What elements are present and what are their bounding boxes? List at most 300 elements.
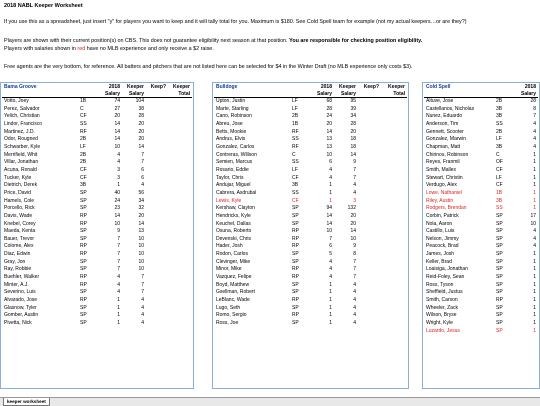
keep-input-cell[interactable] <box>146 205 168 213</box>
player-row <box>424 312 538 320</box>
player-name: Martinez, J.D. <box>4 128 35 135</box>
player-position: 2B <box>496 98 503 104</box>
sheet-tab-keeper-worksheet[interactable]: keeper worksheet <box>3 398 50 406</box>
keep-input-cell[interactable] <box>146 282 168 290</box>
player-keeper-salary: 4 <box>353 182 356 189</box>
player-name: Cabrera, Asdrubal <box>216 189 257 196</box>
player-position: LF <box>292 105 298 112</box>
player-salary: 1 <box>533 174 536 181</box>
player-name: Altuve, Jose <box>426 98 454 104</box>
player-salary: 1 <box>533 297 536 304</box>
player-salary: 1 <box>533 266 536 273</box>
player-name: Pivetta, Nick <box>4 320 32 327</box>
player-position: SS <box>496 205 503 212</box>
keep-input-cell[interactable] <box>358 221 381 229</box>
keep-total-cell <box>168 182 192 190</box>
keep-total-cell <box>168 113 192 121</box>
player-row <box>214 312 407 320</box>
player-salary: 1 <box>329 312 332 319</box>
player-keeper-salary: 95 <box>350 98 356 104</box>
keep-input-cell[interactable] <box>146 113 168 121</box>
player-row <box>2 266 192 274</box>
player-row <box>214 190 407 198</box>
player-keeper-salary: 20 <box>138 120 144 127</box>
player-position: SP <box>496 327 503 334</box>
header-keeper: Keeper <box>339 84 356 90</box>
keep-total-cell <box>168 266 192 274</box>
keep-input-cell[interactable] <box>146 297 168 305</box>
player-row <box>214 251 407 259</box>
player-row <box>214 243 407 251</box>
player-name: Osuna, Roberto <box>216 228 252 235</box>
player-name: Castillo, Luis <box>426 228 455 235</box>
player-row <box>214 129 407 137</box>
player-row <box>424 305 538 313</box>
keep-input-cell[interactable] <box>358 251 381 259</box>
keep-total-cell <box>381 182 407 190</box>
keep-input-cell[interactable] <box>146 121 168 129</box>
player-keeper-salary: 10 <box>138 243 144 250</box>
player-name: Contreras, Willson <box>216 151 257 158</box>
player-position: 2B <box>292 113 299 120</box>
player-row <box>2 213 192 221</box>
player-name: Hader, Josh <box>216 243 243 250</box>
keep-input-cell[interactable] <box>358 198 381 206</box>
player-name: James, Josh <box>426 251 455 258</box>
player-salary: 3 <box>117 174 120 181</box>
keep-total-cell <box>381 213 407 221</box>
player-keeper-salary: 20 <box>138 212 144 219</box>
player-row <box>424 98 538 106</box>
keep-input-cell[interactable] <box>358 297 381 305</box>
player-salary: 1 <box>329 182 332 189</box>
player-salary: 1 <box>329 281 332 288</box>
player-keeper-salary: 34 <box>138 197 144 204</box>
keep-input-cell[interactable] <box>146 259 168 267</box>
player-name: Glasnow, Tyler <box>4 304 37 311</box>
player-position: SP <box>80 197 87 204</box>
player-salary: 17 <box>530 212 536 219</box>
player-keeper-salary: 3 <box>353 197 356 204</box>
player-keeper-salary: 20 <box>350 212 356 219</box>
keep-input-cell[interactable] <box>358 312 381 320</box>
header-blank <box>290 91 312 98</box>
player-name: Clevinger, Mike <box>216 258 251 265</box>
player-name: Vazquez, Felipe <box>216 274 252 281</box>
player-salary: 5 <box>329 251 332 258</box>
player-position: 2B <box>496 128 503 135</box>
player-position: CF <box>292 174 299 181</box>
keep-input-cell[interactable] <box>358 320 381 328</box>
keep-total-cell <box>168 297 192 305</box>
player-name: Votto, Joey <box>4 98 29 104</box>
player-row <box>2 274 192 282</box>
player-row <box>2 159 192 167</box>
player-name: LeBlanc, Wade <box>216 297 250 304</box>
player-name: Schwarber, Kyle <box>4 143 41 150</box>
header-total: Total <box>381 91 407 98</box>
team-table-bama-groove <box>2 84 192 328</box>
player-name: Tucker, Kyle <box>4 174 32 181</box>
player-position: C <box>80 105 84 112</box>
keep-total-cell <box>381 98 407 106</box>
keep-input-cell[interactable] <box>358 289 381 297</box>
player-row <box>424 221 538 229</box>
keep-input-cell[interactable] <box>358 243 381 251</box>
player-salary: 14 <box>114 136 120 143</box>
player-salary: 1 <box>533 251 536 258</box>
player-name: Upton, Justin <box>216 98 246 104</box>
player-name: Boyd, Matthew <box>216 281 250 288</box>
keep-input-cell[interactable] <box>358 305 381 313</box>
player-row <box>2 182 192 190</box>
player-row <box>424 113 538 121</box>
player-row <box>424 228 538 236</box>
player-position: RP <box>80 220 87 227</box>
keep-total-cell <box>168 190 192 198</box>
player-salary: 1 <box>533 289 536 296</box>
player-row <box>424 159 538 167</box>
player-position: SP <box>496 220 503 227</box>
keep-input-cell[interactable] <box>358 98 381 106</box>
player-position: RP <box>80 297 87 304</box>
keep-total-cell <box>168 152 192 160</box>
player-row <box>424 144 538 152</box>
keep-total-cell <box>168 98 192 106</box>
player-position: CF <box>80 166 87 173</box>
player-position: RP <box>80 212 87 219</box>
player-keeper-salary: 4 <box>141 297 144 304</box>
player-row <box>424 236 538 244</box>
player-salary: 28 <box>530 98 536 104</box>
player-row <box>424 328 538 336</box>
player-salary: 7 <box>117 258 120 265</box>
keep-total-cell <box>168 312 192 320</box>
keep-input-cell[interactable] <box>358 190 381 198</box>
player-name: Reid-Foley, Sean <box>426 274 465 281</box>
player-row <box>2 136 192 144</box>
player-name: Yelich, Christian <box>4 113 40 120</box>
player-salary: 1 <box>117 297 120 304</box>
player-name: Lugo, Seth <box>216 304 241 311</box>
player-name: Cano, Robinson <box>216 113 252 120</box>
player-row <box>2 320 192 328</box>
keep-input-cell[interactable] <box>146 320 168 328</box>
keep-input-cell[interactable] <box>146 159 168 167</box>
player-name: Rosario, Eddie <box>216 166 249 173</box>
player-keeper-salary: 14 <box>138 220 144 227</box>
keep-total-cell <box>381 144 407 152</box>
player-position: RP <box>292 228 299 235</box>
player-row <box>2 243 192 251</box>
player-salary: 13 <box>326 136 332 143</box>
player-salary: 1 <box>329 197 332 204</box>
player-row <box>2 312 192 320</box>
keep-total-cell <box>168 205 192 213</box>
player-name: Acuna, Ronald <box>4 166 37 173</box>
player-name: Nola, Aaron <box>426 220 453 227</box>
player-salary: 14 <box>326 212 332 219</box>
player-salary: 1 <box>533 274 536 281</box>
keep-total-cell <box>381 289 407 297</box>
player-position: SP <box>496 243 503 250</box>
player-keeper-salary: 4 <box>353 312 356 319</box>
keep-input-cell[interactable] <box>146 98 168 106</box>
keep-input-cell[interactable] <box>358 144 381 152</box>
keep-input-cell[interactable] <box>358 129 381 137</box>
player-salary: 8 <box>533 105 536 112</box>
player-position: SP <box>80 205 87 212</box>
player-salary: 10 <box>114 220 120 227</box>
player-position: LF <box>496 136 502 143</box>
player-position: SP <box>292 258 299 265</box>
player-salary: 1 <box>329 304 332 311</box>
player-name: Colome, Alex <box>4 243 34 250</box>
keep-input-cell[interactable] <box>146 213 168 221</box>
player-position: SP <box>292 251 299 258</box>
player-row <box>2 106 192 114</box>
player-name: Knebel, Corey <box>4 220 36 227</box>
keep-input-cell[interactable] <box>358 282 381 290</box>
player-row <box>2 152 192 160</box>
player-name: Price, David <box>4 189 31 196</box>
player-salary: 4 <box>329 166 332 173</box>
keep-input-cell[interactable] <box>358 274 381 282</box>
player-row <box>2 282 192 290</box>
player-row <box>2 305 192 313</box>
player-salary: 4 <box>533 243 536 250</box>
keep-input-cell[interactable] <box>146 198 168 206</box>
keep-total-cell <box>168 236 192 244</box>
player-row <box>424 251 538 259</box>
player-name: Severino, Luis <box>4 289 36 296</box>
player-row <box>2 129 192 137</box>
team-name: Cold Spell <box>426 84 451 90</box>
player-position: 3B <box>496 143 503 150</box>
player-position: SP <box>80 189 87 196</box>
player-salary: 1 <box>117 312 120 319</box>
keep-input-cell[interactable] <box>358 182 381 190</box>
keep-input-cell[interactable] <box>358 152 381 160</box>
player-row <box>2 144 192 152</box>
player-keeper-salary: 56 <box>138 189 144 196</box>
keep-input-cell[interactable] <box>146 182 168 190</box>
intro-line-4: Free agents are the very bottom, for reference. All batters and pitchers that are not listed here can be selected for $4 in the Winter Draft (no MLB experience only costs $3). <box>4 64 413 70</box>
player-keeper-salary: 38 <box>138 105 144 112</box>
player-keeper-salary: 4 <box>353 289 356 296</box>
keep-input-cell[interactable] <box>146 236 168 244</box>
player-keeper-salary: 34 <box>350 113 356 120</box>
player-name: Gray, Jon <box>4 258 26 265</box>
keep-input-cell[interactable] <box>146 305 168 313</box>
header-row-2 <box>2 91 192 98</box>
player-position: 1B <box>292 120 299 127</box>
keep-input-cell[interactable] <box>358 106 381 114</box>
player-name: Buehler, Walker <box>4 274 40 281</box>
player-salary: 40 <box>114 189 120 196</box>
keep-input-cell[interactable] <box>146 312 168 320</box>
player-salary: 1 <box>533 327 536 334</box>
player-name: Villar, Jonathan <box>4 159 39 166</box>
player-position: CF <box>496 166 503 173</box>
player-position: SP <box>80 258 87 265</box>
keep-input-cell[interactable] <box>146 190 168 198</box>
player-position: LF <box>496 174 502 181</box>
player-position: 3B <box>80 182 87 189</box>
keep-input-cell[interactable] <box>146 266 168 274</box>
keep-total-cell <box>381 175 407 183</box>
player-salary: 14 <box>114 120 120 127</box>
keep-total-cell <box>168 136 192 144</box>
keep-total-cell <box>381 259 407 267</box>
player-row <box>214 167 407 175</box>
keep-input-cell[interactable] <box>358 136 381 144</box>
player-row <box>214 205 407 213</box>
keep-input-cell[interactable] <box>358 236 381 244</box>
player-salary: 14 <box>326 128 332 135</box>
player-position: 2B <box>80 151 87 158</box>
keep-total-cell <box>381 297 407 305</box>
keep-input-cell[interactable] <box>146 144 168 152</box>
player-position: SS <box>80 120 87 127</box>
player-name: Ray, Robbie <box>4 266 32 273</box>
player-row <box>214 274 407 282</box>
player-keeper-salary: 7 <box>141 274 144 281</box>
player-keeper-salary: 7 <box>141 289 144 296</box>
keep-input-cell[interactable] <box>146 243 168 251</box>
player-salary: 7 <box>117 266 120 273</box>
player-position: RP <box>496 297 503 304</box>
keep-input-cell[interactable] <box>146 167 168 175</box>
player-salary: 4 <box>533 235 536 242</box>
header-year: 2018 <box>108 84 120 90</box>
header-total: Total <box>168 91 192 98</box>
player-keeper-salary: 7 <box>141 159 144 166</box>
keep-input-cell[interactable] <box>358 113 381 121</box>
keep-input-cell[interactable] <box>358 213 381 221</box>
keep-total-cell <box>168 259 192 267</box>
keep-input-cell[interactable] <box>358 228 381 236</box>
keep-total-cell <box>168 243 192 251</box>
player-position: SS <box>496 120 503 127</box>
player-keeper-salary: 7 <box>141 281 144 288</box>
player-position: LF <box>80 143 86 150</box>
header-salary: Salary <box>312 91 334 98</box>
player-position: CF <box>496 182 503 189</box>
player-row <box>214 228 407 236</box>
player-position: SP <box>496 289 503 296</box>
keep-input-cell[interactable] <box>146 136 168 144</box>
player-position: SP <box>496 312 503 319</box>
keep-input-cell[interactable] <box>358 167 381 175</box>
player-row <box>214 236 407 244</box>
team-table-cold-spell <box>424 84 538 335</box>
player-salary: 10 <box>530 220 536 227</box>
player-keeper-salary: 7 <box>353 166 356 173</box>
keep-input-cell[interactable] <box>146 106 168 114</box>
player-salary: 3 <box>117 166 120 173</box>
player-row <box>424 243 538 251</box>
player-salary: 1 <box>329 297 332 304</box>
player-position: SS <box>292 189 299 196</box>
keep-input-cell[interactable] <box>146 152 168 160</box>
player-position: RP <box>292 266 299 273</box>
keep-input-cell[interactable] <box>146 274 168 282</box>
player-keeper-salary: 14 <box>350 151 356 158</box>
player-position: RP <box>80 243 87 250</box>
player-position: RP <box>292 312 299 319</box>
player-position: 2B <box>80 159 87 166</box>
player-keeper-salary: 4 <box>353 189 356 196</box>
player-position: SP <box>80 235 87 242</box>
player-position: SP <box>292 205 299 212</box>
player-row <box>2 167 192 175</box>
player-name: Andrus, Elvis <box>216 136 246 143</box>
player-row <box>214 213 407 221</box>
keep-input-cell[interactable] <box>358 205 381 213</box>
keep-input-cell[interactable] <box>146 129 168 137</box>
keep-input-cell[interactable] <box>358 121 381 129</box>
player-keeper-salary: 10 <box>138 235 144 242</box>
player-row <box>214 198 407 206</box>
player-row <box>424 182 538 190</box>
keep-input-cell[interactable] <box>146 251 168 259</box>
keep-total-cell <box>381 167 407 175</box>
player-row <box>424 320 538 328</box>
player-keeper-salary: 4 <box>353 281 356 288</box>
player-name: Luzardo, Jesus <box>426 327 460 334</box>
player-keeper-salary: 104 <box>135 98 144 104</box>
keep-input-cell[interactable] <box>146 221 168 229</box>
player-position: SP <box>292 281 299 288</box>
keep-input-cell[interactable] <box>358 259 381 267</box>
player-name: Romo, Sergio <box>216 312 247 319</box>
player-row <box>214 282 407 290</box>
keep-input-cell[interactable] <box>146 289 168 297</box>
keep-input-cell[interactable] <box>358 159 381 167</box>
player-salary: 1 <box>329 289 332 296</box>
player-row <box>214 259 407 267</box>
player-name: Davis, Wade <box>4 212 33 219</box>
player-position: RP <box>80 281 87 288</box>
player-keeper-salary: 39 <box>350 105 356 112</box>
player-salary: 4 <box>117 159 120 166</box>
player-name: Alvarado, Jose <box>4 297 38 304</box>
keep-total-cell <box>168 282 192 290</box>
keep-input-cell[interactable] <box>146 175 168 183</box>
keep-input-cell[interactable] <box>358 266 381 274</box>
player-position: SP <box>80 320 87 327</box>
player-name: Ross, Tyson <box>426 281 454 288</box>
keep-input-cell[interactable] <box>358 175 381 183</box>
player-row <box>2 236 192 244</box>
player-position: SP <box>292 220 299 227</box>
player-name: Gonzalez, Carlos <box>216 143 255 150</box>
keep-total-cell <box>168 167 192 175</box>
keep-total-cell <box>381 159 407 167</box>
player-keeper-salary: 28 <box>350 120 356 127</box>
player-salary: 4 <box>329 174 332 181</box>
player-position: SS <box>292 159 299 166</box>
player-row <box>424 136 538 144</box>
player-salary: 7 <box>117 235 120 242</box>
player-name: Rodon, Carlos <box>216 251 248 258</box>
player-row <box>214 121 407 129</box>
player-keeper-salary: 20 <box>350 128 356 135</box>
keep-input-cell[interactable] <box>146 228 168 236</box>
player-row <box>2 190 192 198</box>
player-salary: 24 <box>114 197 120 204</box>
